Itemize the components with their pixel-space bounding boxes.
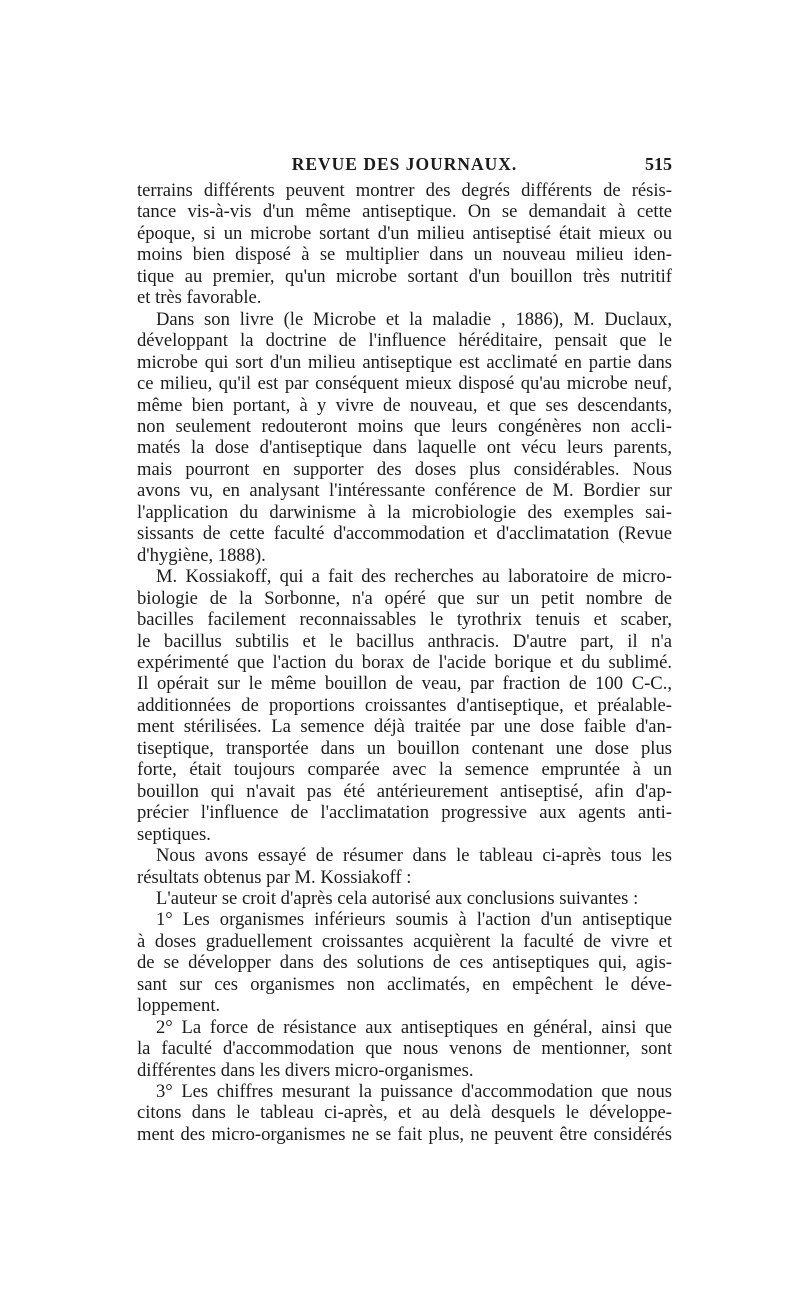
line-text: 1° Les organismes inférieurs soumis à l'action d'un antiseptique bbox=[156, 909, 672, 931]
line-text: différentes dans les divers micro-organismes. bbox=[137, 1059, 474, 1081]
line-text: Nous avons essayé de résumer dans le tableau ci-après tous les bbox=[156, 845, 672, 867]
text-line bbox=[137, 738, 672, 759]
running-title: REVUE DES JOURNAUX. bbox=[291, 154, 518, 174]
text-line bbox=[137, 631, 672, 652]
text-line bbox=[137, 716, 672, 737]
text-line bbox=[137, 480, 672, 501]
line-text: moins bien disposé à se multiplier dans un nouveau milieu iden- bbox=[137, 244, 672, 266]
text-line bbox=[137, 1102, 672, 1123]
text-line bbox=[137, 566, 672, 587]
line-text: citons dans le tableau ci-après, et au delà desquels le développe- bbox=[137, 1102, 672, 1124]
line-text: la faculté d'accommodation que nous venons de mentionner, sont bbox=[137, 1038, 672, 1060]
line-text: précier l'influence de l'acclimatation progressive aux agents anti- bbox=[137, 802, 672, 824]
text-line bbox=[137, 287, 672, 308]
text-line bbox=[137, 223, 672, 244]
line-text: développant la doctrine de l'influence héréditaire, pensait que le bbox=[137, 330, 672, 352]
article-body bbox=[137, 180, 672, 1145]
text-line bbox=[137, 974, 672, 995]
text-line bbox=[137, 995, 672, 1016]
text-line bbox=[137, 845, 672, 866]
text-line bbox=[137, 759, 672, 780]
line-text: M. Kossiakoff, qui a fait des recherches au laboratoire de micro- bbox=[156, 566, 672, 588]
line-text: Il opérait sur le même bouillon de veau, par fraction de 100 C-C., bbox=[137, 673, 672, 695]
text-line bbox=[137, 1124, 672, 1145]
line-text: ment stérilisées. La semence déjà traitée par une dose faible d'an- bbox=[137, 716, 672, 738]
text-line bbox=[137, 437, 672, 458]
text-line bbox=[137, 909, 672, 930]
text-line bbox=[137, 373, 672, 394]
text-line bbox=[137, 888, 672, 909]
line-text: matés la dose d'antiseptique dans laquelle ont vécu leurs parents, bbox=[137, 437, 672, 459]
line-text: le bacillus subtilis et le bacillus anthracis. D'autre part, il n'a bbox=[137, 630, 672, 652]
text-line bbox=[137, 330, 672, 351]
text-line bbox=[137, 523, 672, 544]
line-text: bouillon qui n'avait pas été antérieurement antiseptisé, afin d'ap- bbox=[137, 780, 672, 802]
line-text: ment des micro-organismes ne se fait plus, ne peuvent être considérés bbox=[137, 1123, 672, 1145]
line-text: non seulement redouteront moins que leurs congénères non accli- bbox=[137, 415, 672, 437]
text-line bbox=[137, 1081, 672, 1102]
text-line bbox=[137, 931, 672, 952]
line-text: additionnées de proportions croissantes d'antiseptique, et préalable- bbox=[137, 694, 672, 716]
text-line bbox=[137, 1017, 672, 1038]
text-line bbox=[137, 824, 672, 845]
running-head bbox=[137, 150, 672, 178]
line-text: tique au premier, qu'un microbe sortant d'un bouillon très nutritif bbox=[137, 265, 672, 287]
text-line bbox=[137, 695, 672, 716]
text-line bbox=[137, 502, 672, 523]
text-line bbox=[137, 266, 672, 287]
line-text: Dans son livre (le Microbe et la maladie , 1886), M. Duclaux, bbox=[156, 308, 672, 330]
text-line bbox=[137, 395, 672, 416]
line-text: L'auteur se croit d'après cela autorisé aux conclusions suivantes : bbox=[156, 887, 639, 909]
text-line bbox=[137, 201, 672, 222]
text-line bbox=[137, 609, 672, 630]
text-line bbox=[137, 309, 672, 330]
line-text: terrains différents peuvent montrer des degrés différents de résis- bbox=[137, 180, 672, 201]
text-line bbox=[137, 802, 672, 823]
line-text: sant sur ces organismes non acclimatés, en empêchent le déve- bbox=[137, 973, 672, 995]
line-text: ce milieu, qu'il est par conséquent mieux disposé qu'au microbe neuf, bbox=[137, 373, 672, 395]
line-text: même bien portant, à y vivre de nouveau, et que ses descendants, bbox=[137, 394, 672, 416]
text-line bbox=[137, 952, 672, 973]
line-text: l'application du darwinisme à la microbiologie des exemples sai- bbox=[137, 501, 672, 523]
line-text: sissants de cette faculté d'accommodation et d'acclimatation (Revue bbox=[137, 523, 672, 545]
line-text: époque, si un microbe sortant d'un milieu antiseptisé était mieux ou bbox=[137, 222, 672, 244]
text-line bbox=[137, 180, 672, 201]
line-text: et très favorable. bbox=[137, 287, 262, 309]
line-text: 2° La force de résistance aux antiseptiques en général, ainsi que bbox=[156, 1016, 672, 1038]
text-line bbox=[137, 244, 672, 265]
line-text: loppement. bbox=[137, 995, 221, 1017]
line-text: mais pourront en supporter des doses plus considérables. Nous bbox=[137, 458, 672, 480]
line-text: forte, était toujours comparée avec la semence empruntée à un bbox=[137, 759, 672, 781]
text-line bbox=[137, 867, 672, 888]
text-line bbox=[137, 673, 672, 694]
line-text: 3° Les chiffres mesurant la puissance d'accommodation que nous bbox=[156, 1081, 672, 1103]
text-line bbox=[137, 1038, 672, 1059]
line-text: septiques. bbox=[137, 823, 211, 845]
text-line bbox=[137, 545, 672, 566]
line-text: à doses graduellement croissantes acquièrent la faculté de vivre et bbox=[137, 930, 672, 952]
text-line bbox=[137, 459, 672, 480]
line-text: bacilles facilement reconnaissables le tyrothrix tenuis et scaber, bbox=[137, 609, 672, 631]
text-line bbox=[137, 781, 672, 802]
text-line bbox=[137, 1060, 672, 1081]
line-text: expérimenté que l'action du borax de l'acide borique et du sublimé. bbox=[137, 651, 672, 673]
line-text: avons vu, en analysant l'intéressante conférence de M. Bordier sur bbox=[137, 480, 672, 502]
line-text: tiseptique, transportée dans un bouillon contenant une dose plus bbox=[137, 737, 672, 759]
line-text: biologie de la Sorbonne, n'a opéré que sur un petit nombre de bbox=[137, 587, 672, 609]
text-line bbox=[137, 588, 672, 609]
line-text: microbe qui sort d'un milieu antiseptique est acclimaté en partie dans bbox=[137, 351, 672, 373]
text-line bbox=[137, 352, 672, 373]
line-text: tance vis-à-vis d'un même antiseptique. On se demandait à cette bbox=[137, 201, 672, 223]
line-text: résultats obtenus par M. Kossiakoff : bbox=[137, 866, 412, 888]
line-text: de se développer dans des solutions de ces antiseptiques qui, agis- bbox=[137, 952, 672, 974]
text-line bbox=[137, 652, 672, 673]
line-text: d'hygiène, 1888). bbox=[137, 544, 266, 566]
page-number: 515 bbox=[645, 154, 672, 174]
text-line bbox=[137, 416, 672, 437]
